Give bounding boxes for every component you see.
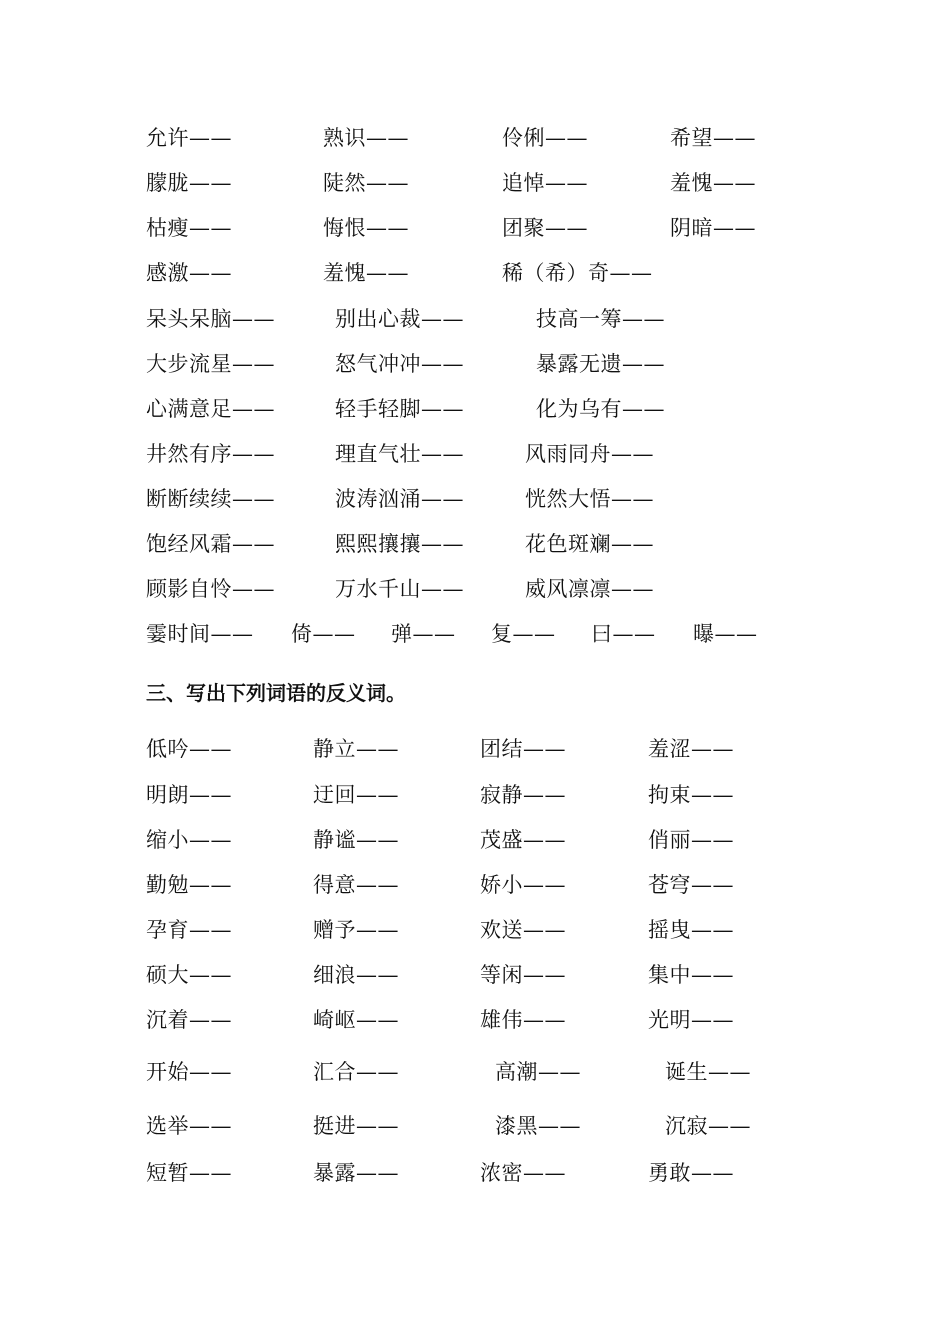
word-item: 缩小—— <box>146 828 232 852</box>
word-item: 挺进—— <box>313 1114 399 1138</box>
word-item: 拘束—— <box>648 783 734 807</box>
word-item: 断断续续—— <box>146 487 275 511</box>
word-item: 诞生—— <box>665 1060 751 1084</box>
word-item: 细浪—— <box>313 963 399 987</box>
word-item: 勇敢—— <box>648 1161 734 1185</box>
word-item: 高潮—— <box>495 1060 581 1084</box>
word-row <box>0 1110 950 1142</box>
word-item: 饱经风霜—— <box>146 532 275 556</box>
word-item: 弹—— <box>391 622 456 646</box>
word-item: 俏丽—— <box>648 828 734 852</box>
word-item: 伶俐—— <box>502 126 588 150</box>
word-item: 沉寂—— <box>665 1114 751 1138</box>
word-row <box>0 167 950 199</box>
word-item: 得意—— <box>313 873 399 897</box>
word-item: 希望—— <box>670 126 756 150</box>
word-item: 轻手轻脚—— <box>335 397 464 421</box>
word-item: 井然有序—— <box>146 442 275 466</box>
word-row <box>0 733 950 765</box>
word-item: 选举—— <box>146 1114 232 1138</box>
word-item: 静立—— <box>313 737 399 761</box>
word-item: 漆黑—— <box>495 1114 581 1138</box>
word-item: 明朗—— <box>146 783 232 807</box>
word-item: 光明—— <box>648 1008 734 1032</box>
word-row <box>0 824 950 856</box>
word-item: 暴露—— <box>313 1161 399 1185</box>
word-row <box>0 122 950 154</box>
word-item: 花色斑斓—— <box>525 532 654 556</box>
word-item: 沉着—— <box>146 1008 232 1032</box>
word-item: 波涛汹涌—— <box>335 487 464 511</box>
word-item: 万水千山—— <box>335 577 464 601</box>
word-item: 技高一筹—— <box>536 307 665 331</box>
word-row <box>0 257 950 289</box>
word-item: 恍然大悟—— <box>525 487 654 511</box>
word-item: 浓密—— <box>480 1161 566 1185</box>
word-item: 雄伟—— <box>480 1008 566 1032</box>
word-item: 阴暗—— <box>670 216 756 240</box>
word-item: 摇曳—— <box>648 918 734 942</box>
word-row <box>0 1004 950 1036</box>
word-row <box>0 869 950 901</box>
word-item: 团结—— <box>480 737 566 761</box>
word-row <box>0 618 950 650</box>
word-row <box>0 573 950 605</box>
word-item: 勤勉—— <box>146 873 232 897</box>
word-item: 等闲—— <box>480 963 566 987</box>
word-item: 低吟—— <box>146 737 232 761</box>
word-item: 欢送—— <box>480 918 566 942</box>
word-item: 苍穹—— <box>648 873 734 897</box>
word-item: 集中—— <box>648 963 734 987</box>
word-item: 团聚—— <box>502 216 588 240</box>
word-item: 呆头呆脑—— <box>146 307 275 331</box>
word-row <box>0 959 950 991</box>
word-item: 朦胧—— <box>146 171 232 195</box>
word-item: 陡然—— <box>323 171 409 195</box>
word-row <box>0 483 950 515</box>
word-item: 羞愧—— <box>323 261 409 285</box>
word-row <box>0 303 950 335</box>
word-item: 羞愧—— <box>670 171 756 195</box>
word-item: 大步流星—— <box>146 352 275 376</box>
word-row <box>0 528 950 560</box>
word-item: 顾影自怜—— <box>146 577 275 601</box>
word-row <box>0 393 950 425</box>
word-item: 风雨同舟—— <box>525 442 654 466</box>
word-row <box>0 914 950 946</box>
word-item: 短暂—— <box>146 1161 232 1185</box>
word-item: 理直气壮—— <box>335 442 464 466</box>
word-item: 威风凛凛—— <box>525 577 654 601</box>
section-heading: 三、写出下列词语的反义词。 <box>146 681 406 705</box>
word-row <box>0 438 950 470</box>
word-item: 静谧—— <box>313 828 399 852</box>
word-row <box>0 1056 950 1088</box>
word-item: 怒气冲冲—— <box>335 352 464 376</box>
word-item: 复—— <box>491 622 556 646</box>
word-item: 孕育—— <box>146 918 232 942</box>
word-item: 茂盛—— <box>480 828 566 852</box>
word-item: 别出心裁—— <box>335 307 464 331</box>
word-row <box>0 779 950 811</box>
word-item: 悔恨—— <box>323 216 409 240</box>
word-item: 赠予—— <box>313 918 399 942</box>
word-item: 硕大—— <box>146 963 232 987</box>
word-item: 曝—— <box>693 622 758 646</box>
word-item: 心满意足—— <box>146 397 275 421</box>
word-item: 寂静—— <box>480 783 566 807</box>
word-item: 暴露无遗—— <box>536 352 665 376</box>
word-item: 迂回—— <box>313 783 399 807</box>
word-item: 崎岖—— <box>313 1008 399 1032</box>
word-item: 羞涩—— <box>648 737 734 761</box>
word-item: 倚—— <box>291 622 356 646</box>
word-row <box>0 1157 950 1189</box>
word-item: 开始—— <box>146 1060 232 1084</box>
word-item: 熙熙攘攘—— <box>335 532 464 556</box>
word-item: 感激—— <box>146 261 232 285</box>
word-item: 汇合—— <box>313 1060 399 1084</box>
word-item: 稀（希）奇—— <box>502 261 653 285</box>
word-item: 化为乌有—— <box>536 397 665 421</box>
word-item: 熟识—— <box>323 126 409 150</box>
word-item: 枯瘦—— <box>146 216 232 240</box>
word-item: 曰—— <box>591 622 656 646</box>
word-item: 追悼—— <box>502 171 588 195</box>
word-row <box>0 348 950 380</box>
word-item: 霎时间—— <box>146 622 254 646</box>
word-row <box>0 212 950 244</box>
word-item: 允许—— <box>146 126 232 150</box>
word-item: 娇小—— <box>480 873 566 897</box>
